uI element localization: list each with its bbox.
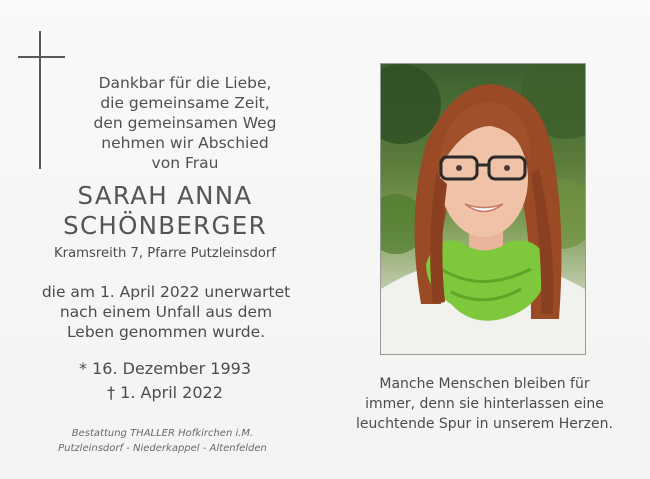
death-cross-icon: † [107,383,116,402]
deceased-name [35,181,295,241]
intro-line: von Frau [151,154,219,172]
intro-line: nehmen wir Abschied [101,134,269,152]
death-date-row [60,381,270,405]
birth-star-icon: * [79,359,87,378]
intro-line: Dankbar für die Liebe, [98,74,272,92]
cross-icon [39,31,41,169]
portrait-photo [380,63,586,355]
quote-line: leuchtende Spur in unserem Herzen. [356,416,613,432]
circumstance-line: nach einem Unfall aus dem [59,303,273,321]
intro-line: die gemeinsame Zeit, [100,94,270,112]
cross-icon-bar [18,56,65,58]
surname: SCHÖNBERGER [63,211,267,240]
death-date: 1. April 2022 [120,383,223,402]
undertaker-locations: Putzleinsdorf - Niederkappel - Altenfelden [58,443,267,454]
first-names: SARAH ANNA [77,181,253,210]
birth-date-row [60,357,270,381]
undertaker-info [25,426,300,456]
life-dates [60,357,270,405]
undertaker-name: Bestattung THALLER Hofkirchen i.M. [71,428,254,439]
portrait-illustration [381,64,585,354]
intro-text [70,73,300,173]
quote-line: Manche Menschen bleiben für [379,376,590,392]
address: Kramsreith 7, Pfarre Putzleinsdorf [54,246,276,261]
intro-line: den gemeinsamen Weg [93,114,277,132]
circumstance-text [32,282,300,342]
circumstance-line: Leben genommen wurde. [66,323,266,341]
memorial-quote [352,374,617,434]
birth-date: 16. Dezember 1993 [92,359,251,378]
circumstance-line: die am 1. April 2022 unerwartet [41,283,291,301]
quote-line: immer, denn sie hinterlassen eine [365,396,604,412]
